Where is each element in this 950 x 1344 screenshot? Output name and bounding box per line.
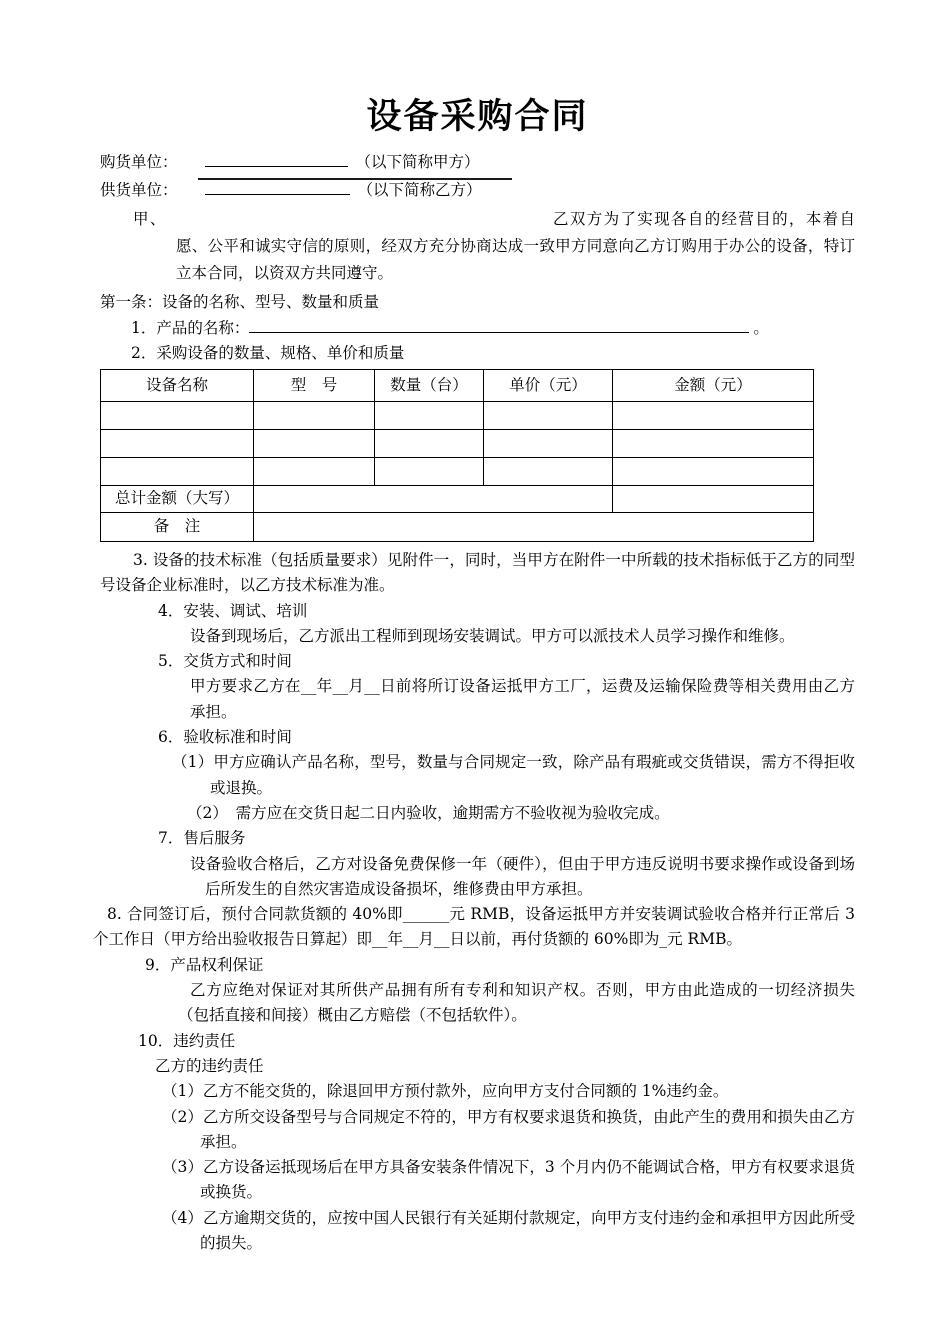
- item-6-2: （2） 需方应在交货日起二日内验收，逾期需方不验收视为验收完成。: [187, 803, 670, 822]
- item-10-3: （3）乙方设备运抵现场后在甲方具备安装条件情况下，3 个月内仍不能调试合格，甲方有权要求退货或换货。: [162, 1158, 855, 1202]
- table-total-row: [101, 486, 814, 513]
- item-10-4: （4）乙方逾期交货的，应按中国人民银行有关延期付款规定，向甲方支付违约金和承担甲方因此所受的损失。: [162, 1208, 855, 1253]
- remarks-label: 备 注: [101, 513, 254, 542]
- total-amount-value-cell: [254, 486, 613, 513]
- cell-empty: [254, 430, 375, 458]
- document-title: 设备采购合同: [366, 96, 589, 137]
- item-10-1: （1）乙方不能交货的，除退回甲方预付款外，应向甲方支付合同额的 1%违约金。: [162, 1082, 729, 1101]
- product-name-period: 。: [753, 319, 769, 337]
- cell-empty: [613, 430, 814, 458]
- heading-10-breach: 10．违约责任: [138, 1031, 236, 1050]
- heading-9-product-rights: 9．产品权利保证: [145, 955, 264, 974]
- remarks-value-cell: [254, 513, 814, 542]
- table-row: [101, 458, 814, 486]
- subheading-party-b-breach: 乙方的违约责任: [155, 1056, 264, 1075]
- clauses-section: [93, 548, 855, 1256]
- clause-8-payment: 8. 合同签订后，预付合同款货额的 40%即______元 RMB，设备运抵甲方并安装调试验收合格并行正常后 3 个工作日（甲方给出验收报告日算起）即__年__月__日以前，再付货额的 60%即为_元 RMB。: [93, 905, 855, 949]
- header-amount: 金额（元）: [613, 370, 814, 402]
- table-row: [101, 430, 814, 458]
- cell-empty: [254, 402, 375, 430]
- supplier-note: （以下简称乙方）: [357, 181, 482, 199]
- cell-empty: [375, 430, 484, 458]
- heading-4-install: 4．安装、调试、培训: [158, 601, 308, 620]
- heading-5-delivery: 5．交货方式和时间: [158, 652, 292, 671]
- cell-empty: [484, 430, 613, 458]
- cell-empty: [375, 402, 484, 430]
- total-amount-figure-cell: [613, 486, 814, 513]
- article1-item2: 2．采购设备的数量、规格、单价和质量: [131, 344, 405, 362]
- buyer-row: [100, 148, 855, 176]
- para-9-product-rights: 乙方应绝对保证对其所供产品拥有所有专利和知识产权。否则，甲方由此造成的一切经济损失（包括直接和间接）概由乙方赔偿（不包括软件）。: [178, 981, 855, 1025]
- heading-6-acceptance: 6．验收标准和时间: [158, 728, 292, 747]
- cell-empty: [101, 458, 254, 486]
- item-10-2: （2）乙方所交设备型号与合同规定不符的，甲方有权要求退货和换货，由此产生的费用和损失由乙方承担。: [162, 1107, 855, 1151]
- supplier-label: 供货单位：: [100, 181, 178, 199]
- cell-empty: [254, 458, 375, 486]
- article1-item1: [100, 315, 855, 341]
- table-header-row: [101, 370, 814, 402]
- total-amount-label: 总计金额（大写）: [101, 486, 254, 513]
- preamble-blank-gap: [167, 223, 552, 224]
- article1-heading: 第一条：设备的名称、型号、数量和质量: [100, 293, 380, 311]
- product-name-fill-in-line: [249, 315, 749, 333]
- equipment-table: [100, 369, 814, 542]
- para-7-after-sales: 设备验收合格后，乙方对设备免费保修一年（硬件），但由于甲方违反说明书要求操作或设备到场后所发生的自然灾害造成设备损坏，维修费由甲方承担。: [190, 854, 855, 898]
- header-quantity: 数量（台）: [375, 370, 484, 402]
- header-unit-price: 单价（元）: [484, 370, 613, 402]
- buyer-fill-in-line: [205, 149, 348, 167]
- parties-block: [100, 148, 855, 204]
- clause-3-tech-standard: 3. 设备的技术标准（包括质量要求）见附件一，同时，当甲方在附件一中所载的技术指标低于乙方的同型号设备企业标准时，以乙方技术标准为准。: [100, 551, 855, 595]
- para-4-install: 设备到现场后，乙方派出工程师到现场安装调试。甲方可以派技术人员学习操作和维修。: [190, 626, 795, 645]
- cell-empty: [613, 402, 814, 430]
- cell-empty: [101, 402, 254, 430]
- preamble-body: 乙双方为了实现各自的经营目的，本着自愿、公平和诚实守信的原则，经双方充分协商达成一致甲方同意向乙方订购用于办公的设备，特订立本合同，以资双方共同遵守。: [176, 210, 855, 282]
- preamble-paragraph: [100, 206, 855, 287]
- buyer-label: 购货单位：: [100, 153, 178, 171]
- header-device-name: 设备名称: [101, 370, 254, 402]
- table-row: [101, 402, 814, 430]
- item-6-1: （1）甲方应确认产品名称，型号，数量与合同规定一致，除产品有瑕疵或交货错误，需方不得拒收或退换。: [172, 753, 855, 797]
- para-5-delivery: 甲方要求乙方在__年__月__日前将所订设备运抵甲方工厂，运费及运输保险费等相关费用由乙方承担。: [190, 677, 855, 721]
- preamble-prefix: 甲、: [133, 210, 167, 228]
- cell-empty: [375, 458, 484, 486]
- header-model: 型 号: [254, 370, 375, 402]
- cell-empty: [484, 402, 613, 430]
- cell-empty: [484, 458, 613, 486]
- cell-empty: [613, 458, 814, 486]
- heading-7-after-sales: 7．售后服务: [158, 829, 246, 848]
- divider-line: [198, 178, 512, 180]
- product-name-label: 1．产品的名称：: [131, 319, 250, 337]
- table-remark-row: [101, 513, 814, 542]
- buyer-note: （以下简称甲方）: [355, 153, 480, 171]
- cell-empty: [101, 430, 254, 458]
- supplier-row: [100, 176, 855, 204]
